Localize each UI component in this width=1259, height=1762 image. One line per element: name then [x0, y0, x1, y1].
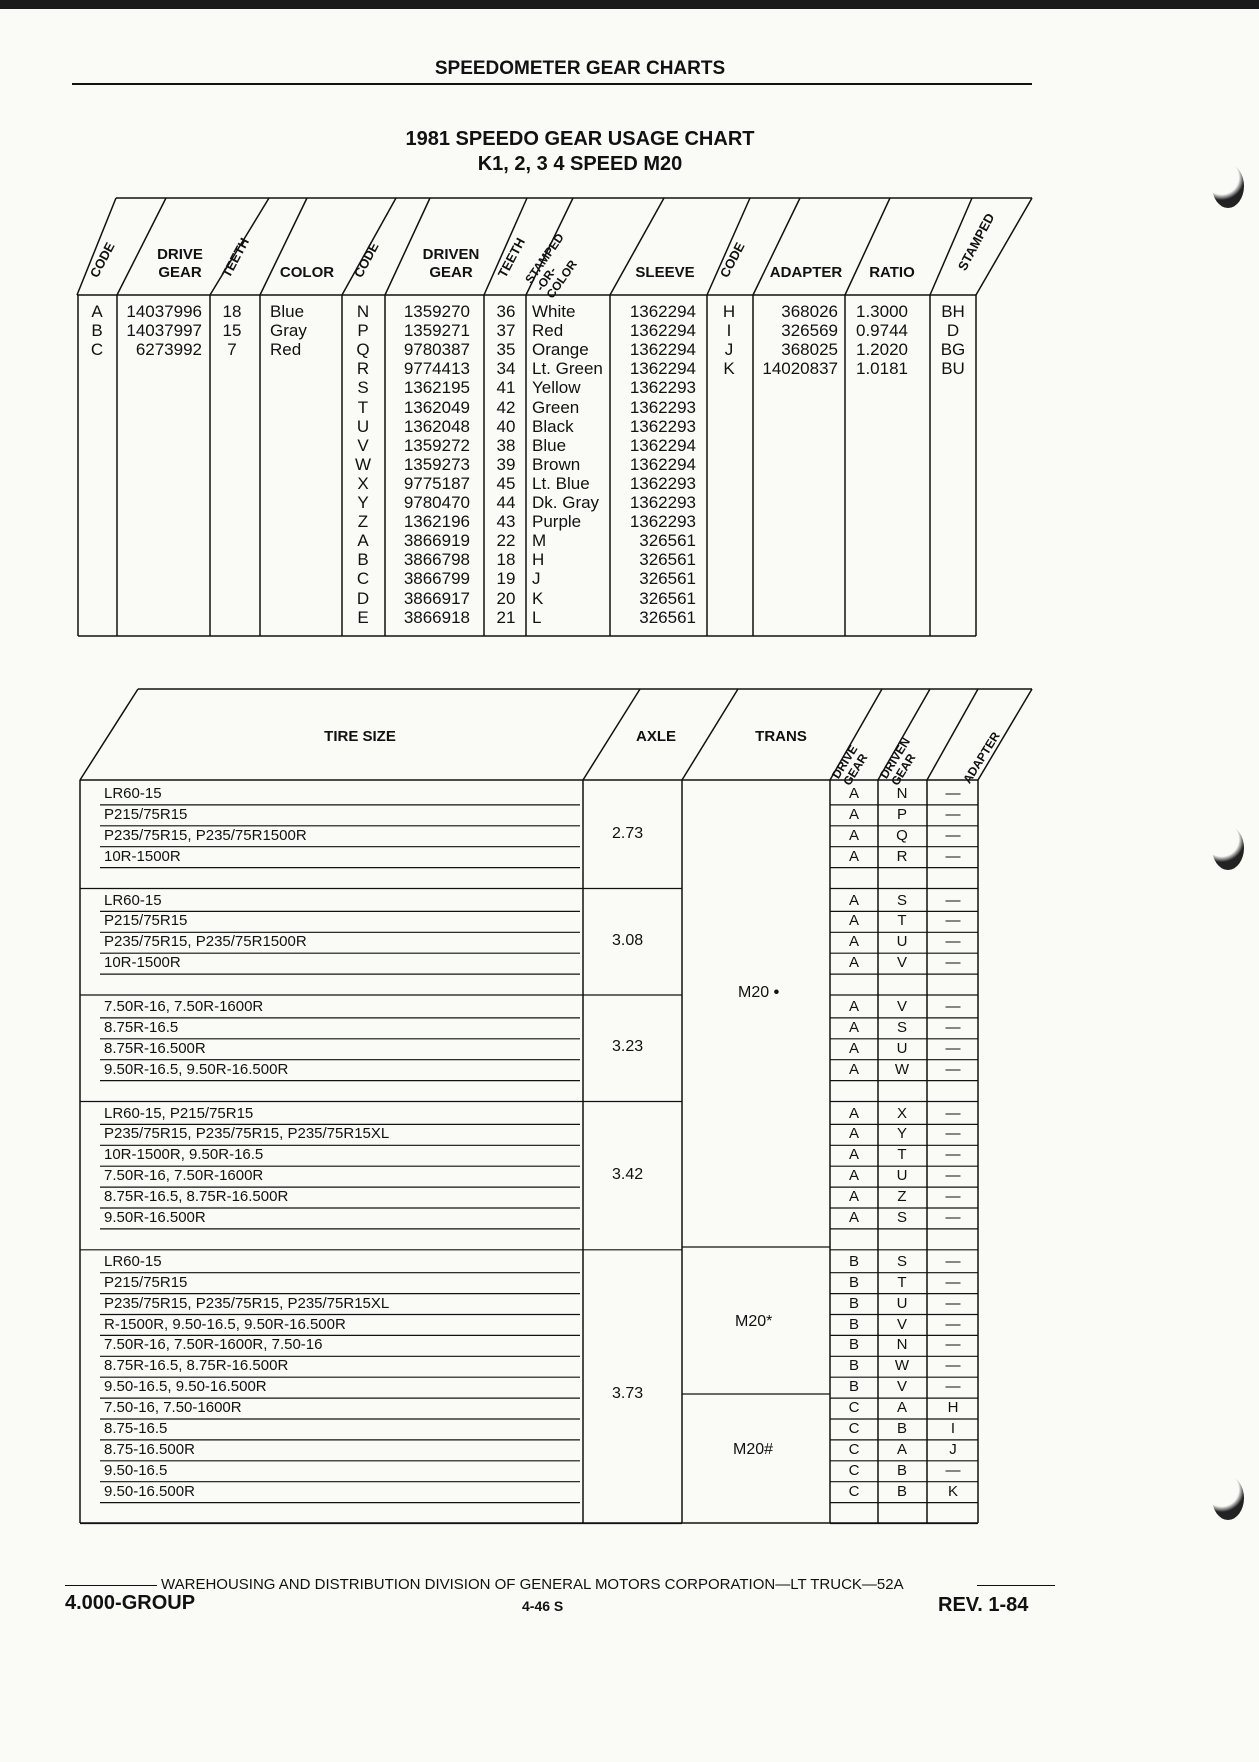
driven-gear-code: B [896, 1461, 907, 1479]
sleeve-part-number: 326561 [639, 531, 696, 551]
driven-gear-code: U [896, 933, 908, 951]
drive-part-number: 14037997 [126, 321, 202, 341]
driven-gear-code: T [897, 1273, 907, 1291]
adapter-code: K [947, 1482, 958, 1500]
driven-part-number: 9775187 [403, 473, 470, 493]
driven-code: V [357, 435, 369, 455]
sleeve-part-number: 1362293 [629, 397, 696, 417]
driven-gear-code: V [896, 1378, 907, 1396]
drive-gear-code: A [848, 1039, 859, 1057]
adapter-ratio: 1.2020 [856, 340, 908, 360]
adapter-code: — [945, 1357, 961, 1375]
drive-gear-code: C [848, 1461, 860, 1479]
driven-color: White [532, 302, 576, 321]
driven-code: W [354, 454, 372, 474]
axle-ratio: 3.73 [612, 1385, 644, 1402]
trans-m20-hash: M20# [733, 1441, 774, 1458]
adapter-code: — [945, 1188, 961, 1206]
drive-teeth: 15 [222, 321, 242, 341]
t2-header-adapter: ADAPTER [960, 729, 1003, 786]
driven-color: Dk. Gray [532, 493, 600, 512]
driven-part-number: 1362195 [403, 378, 470, 398]
drive-gear-code: A [848, 912, 859, 930]
adapter-code: — [945, 1294, 961, 1312]
driven-teeth: 42 [496, 397, 516, 417]
driven-part-number: 9780470 [403, 493, 470, 512]
driven-teeth: 18 [496, 550, 516, 570]
driven-teeth: 43 [496, 512, 516, 532]
adapter-ratio: 1.3000 [856, 302, 908, 321]
tire-size: LR60-15 [104, 785, 162, 802]
drive-gear-code: C [848, 1399, 860, 1417]
drive-gear-code: A [848, 847, 859, 865]
drive-gear-code: A [848, 954, 859, 972]
tire-size: 7.50-16, 7.50-1600R [104, 1399, 242, 1417]
adapter-code: J [949, 1440, 957, 1458]
driven-color: Purple [532, 512, 582, 532]
page-title: SPEEDOMETER GEAR CHARTS [434, 58, 726, 79]
t1-header-stamped: STAMPED [954, 210, 998, 273]
adapter-code: — [945, 1336, 961, 1354]
tire-size: P235/75R15, P235/75R15, P235/75R15XL [104, 1294, 390, 1312]
driven-gear-code: T [897, 1146, 907, 1164]
adapter-code: — [945, 1252, 961, 1270]
drive-gear-code: A [848, 805, 859, 823]
driven-code: A [357, 531, 369, 551]
driven-gear-code: N [896, 1336, 908, 1354]
adapter-stamped: D [946, 321, 960, 341]
driven-gear-code: V [896, 1315, 907, 1333]
driven-gear-code: B [896, 1420, 907, 1437]
adapter-code: I [950, 1420, 956, 1437]
drive-color: Blue [270, 302, 305, 321]
adapter-code: — [945, 1018, 961, 1036]
adapter-code: — [945, 1060, 961, 1078]
driven-code: Z [357, 512, 369, 532]
adapter-code: — [945, 1146, 961, 1164]
driven-color: Red [532, 321, 564, 341]
driven-teeth: 34 [496, 359, 516, 379]
drive-gear-code: A [848, 998, 859, 1015]
driven-color: L [532, 607, 542, 627]
tire-size: LR60-15 [104, 891, 162, 909]
adapter-code: — [945, 933, 961, 951]
drive-gear-code: A [848, 1060, 859, 1078]
drive-gear-code: B [848, 1336, 859, 1354]
drive-gear-code: A [848, 1104, 859, 1122]
driven-teeth: 45 [496, 473, 516, 493]
driven-part-number: 3866918 [403, 607, 470, 627]
driven-code: S [357, 378, 369, 398]
binder-hole-mark [1212, 164, 1244, 208]
driven-gear-code: U [896, 1167, 908, 1185]
driven-color: J [532, 569, 541, 589]
driven-teeth: 40 [496, 416, 516, 436]
driven-color: M [532, 531, 547, 551]
driven-part-number: 9774413 [403, 359, 470, 379]
tire-size: 8.75-16.5 [104, 1420, 168, 1437]
driven-gear-code: N [896, 785, 908, 802]
drive-teeth: 18 [222, 302, 242, 321]
axle-ratio: 3.08 [612, 931, 644, 949]
driven-teeth: 20 [496, 588, 516, 608]
sleeve-part-number: 1362294 [629, 321, 696, 341]
drive-teeth: 7 [227, 340, 237, 360]
drive-color: Red [270, 340, 302, 360]
driven-part-number: 1359270 [403, 302, 470, 321]
driven-code: R [356, 359, 370, 379]
driven-code: X [357, 473, 369, 493]
driven-teeth: 21 [496, 607, 516, 627]
driven-color: Yellow [532, 378, 581, 398]
drive-gear-code: C [848, 1482, 860, 1500]
driven-gear-code: U [896, 1039, 908, 1057]
drive-part-number: 6273992 [135, 340, 202, 360]
driven-gear-code: P [896, 805, 907, 823]
tire-size: 10R-1500R [104, 847, 181, 865]
driven-part-number: 1359271 [403, 321, 470, 341]
tire-size: 9.50-16.5, 9.50-16.500R [104, 1378, 267, 1396]
adapter-stamped: BH [941, 302, 965, 321]
axle-ratio: 3.42 [612, 1165, 644, 1183]
tire-size: 9.50R-16.500R [104, 1209, 206, 1226]
driven-color: Brown [532, 454, 581, 474]
driven-color: Lt. Green [532, 359, 603, 379]
drive-gear-code: B [848, 1378, 859, 1396]
adapter-code: I [726, 321, 732, 341]
drive-gear-code: A [848, 785, 859, 802]
drive-gear-code: A [848, 826, 859, 844]
driven-gear-code: S [896, 1018, 907, 1036]
adapter-code: H [947, 1399, 959, 1417]
adapter-stamped: BG [940, 340, 966, 360]
sleeve-part-number: 1362293 [629, 512, 696, 532]
adapter-code: — [945, 1125, 961, 1143]
sleeve-part-number: 1362293 [629, 473, 696, 493]
t1-header-color: COLOR [279, 264, 335, 281]
tire-size: 10R-1500R, 9.50R-16.5 [104, 1146, 264, 1164]
adapter-code: — [945, 826, 961, 844]
drive-gear-code: A [848, 1209, 859, 1226]
drive-gear-code: B [848, 1252, 859, 1270]
driven-teeth: 22 [496, 531, 516, 551]
driven-code: P [357, 321, 369, 341]
adapter-code: — [945, 1104, 961, 1122]
adapter-code: — [945, 912, 961, 930]
sleeve-part-number: 1362294 [629, 359, 696, 379]
driven-gear-code: X [896, 1104, 907, 1122]
tire-size: P215/75R15 [104, 912, 188, 930]
driven-color: Green [532, 397, 580, 417]
t2-header-tire-size: TIRE SIZE [324, 728, 396, 745]
adapter-part-number: 14020837 [762, 359, 838, 379]
tire-size: P215/75R15 [104, 1273, 188, 1291]
t1-header-driven-gear: DRIVEN GEAR [422, 246, 480, 281]
sleeve-part-number: 1362293 [629, 493, 696, 512]
drive-gear-code: B [848, 1294, 859, 1312]
sleeve-part-number: 1362293 [629, 378, 696, 398]
driven-part-number: 3866799 [403, 569, 470, 589]
driven-gear-code: Y [896, 1125, 907, 1143]
driven-code: N [356, 302, 370, 321]
t2-header-axle: AXLE [635, 728, 676, 745]
axle-ratio: 3.23 [612, 1038, 644, 1056]
adapter-code: — [945, 1315, 961, 1333]
driven-color: Blue [532, 435, 567, 455]
driven-part-number: 3866919 [403, 531, 470, 551]
drive-gear-code: B [848, 1357, 859, 1375]
footer-page-number: 4-46 S [522, 1598, 564, 1614]
driven-code: E [357, 607, 369, 627]
t1-header-drive-gear: DRIVE GEAR [157, 246, 203, 281]
driven-gear-code: S [896, 1252, 907, 1270]
trans-m20-star: M20* [735, 1313, 773, 1330]
footer-group: 4.000-GROUP [65, 1592, 196, 1614]
drive-gear-code: A [848, 1167, 859, 1185]
driven-part-number: 1359272 [403, 435, 470, 455]
tire-size: P235/75R15, P235/75R1500R [104, 826, 307, 844]
drive-gear-code: A [848, 891, 859, 909]
sleeve-part-number: 1362293 [629, 416, 696, 436]
tire-size: 9.50-16.5 [104, 1461, 168, 1479]
driven-code: B [357, 550, 369, 570]
tire-size: LR60-15 [104, 1252, 162, 1270]
adapter-code: — [945, 1167, 961, 1185]
tire-size: P215/75R15 [104, 805, 188, 823]
t1-header-code3: CODE [716, 239, 748, 280]
drive-color: Gray [270, 321, 307, 341]
t1-header-ratio: RATIO [869, 264, 915, 281]
t1-header-adapter: ADAPTER [769, 264, 843, 281]
driven-teeth: 41 [496, 378, 516, 398]
tire-size: R-1500R, 9.50-16.5, 9.50R-16.500R [104, 1315, 346, 1333]
driven-gear-code: T [897, 912, 907, 930]
driven-gear-code: S [896, 1209, 907, 1226]
sleeve-part-number: 326561 [639, 569, 696, 589]
driven-code: D [356, 588, 370, 608]
t1-header-code2: CODE [350, 239, 382, 280]
adapter-code: — [945, 954, 961, 972]
tire-size: 9.50-16.500R [104, 1482, 195, 1500]
driven-gear-code: S [896, 891, 907, 909]
chart-title-line1: 1981 SPEEDO GEAR USAGE CHART [405, 128, 755, 150]
tire-size: 8.75R-16.5, 8.75R-16.500R [104, 1188, 289, 1206]
driven-teeth: 19 [496, 569, 516, 589]
driven-part-number: 9780387 [403, 340, 470, 360]
driven-part-number: 1362048 [403, 416, 470, 436]
driven-code: Q [356, 340, 370, 360]
tire-size: P235/75R15, P235/75R1500R [104, 933, 307, 951]
driven-gear-code: W [894, 1060, 910, 1078]
driven-part-number: 3866917 [403, 588, 470, 608]
driven-code: Y [357, 493, 369, 512]
adapter-code: J [724, 340, 734, 360]
driven-color: K [532, 588, 544, 608]
footer-rule-line [65, 1576, 1055, 1594]
adapter-code: — [945, 1273, 961, 1291]
sleeve-part-number: 326561 [639, 607, 696, 627]
drive-gear-code: B [848, 1273, 859, 1291]
adapter-code: H [722, 302, 736, 321]
adapter-code: — [945, 1039, 961, 1057]
tire-size: 8.75R-16.5, 8.75R-16.500R [104, 1357, 289, 1375]
adapter-code: K [723, 359, 735, 379]
trans-m20-dot: M20 • [738, 984, 780, 1001]
tire-size: 8.75R-16.500R [104, 1039, 206, 1057]
adapter-part-number: 368026 [781, 302, 838, 321]
driven-teeth: 37 [496, 321, 516, 341]
adapter-code: — [945, 785, 961, 802]
drive-code: A [91, 302, 103, 321]
driven-part-number: 1362196 [403, 512, 470, 532]
driven-code: U [356, 416, 370, 436]
driven-color: H [532, 550, 545, 570]
drive-gear-code: C [848, 1420, 860, 1437]
tire-size: 9.50R-16.5, 9.50R-16.500R [104, 1060, 289, 1078]
driven-part-number: 1362049 [403, 397, 470, 417]
adapter-code: — [945, 847, 961, 865]
drive-gear-code: B [848, 1315, 859, 1333]
driven-gear-code: Q [896, 826, 908, 844]
driven-part-number: 1359273 [403, 454, 470, 474]
driven-gear-code: A [896, 1440, 907, 1458]
driven-gear-code: B [896, 1482, 907, 1500]
driven-color: Orange [532, 340, 589, 360]
driven-gear-code: V [896, 954, 907, 972]
axle-ratio: 2.73 [612, 825, 644, 843]
drive-code: C [90, 340, 104, 360]
drive-gear-code: A [848, 1188, 859, 1206]
adapter-code: — [945, 805, 961, 823]
driven-teeth: 36 [496, 302, 516, 321]
adapter-code: — [945, 891, 961, 909]
sleeve-part-number: 1362294 [629, 435, 696, 455]
drive-code: B [91, 321, 103, 341]
driven-gear-code: W [894, 1357, 910, 1375]
tire-size: 10R-1500R [104, 954, 181, 972]
driven-teeth: 35 [496, 340, 516, 360]
t2-header-drive-gear: DRIVE GEAR [829, 742, 871, 788]
driven-teeth: 38 [496, 435, 516, 455]
drive-gear-code: A [848, 1125, 859, 1143]
tire-size: 7.50R-16, 7.50R-1600R [104, 1167, 264, 1185]
tire-size: 7.50R-16, 7.50R-1600R, 7.50-16 [104, 1336, 323, 1354]
chart-title-line2: K1, 2, 3 4 SPEED M20 [477, 153, 683, 175]
sleeve-part-number: 326561 [639, 550, 696, 570]
driven-code: T [357, 397, 369, 417]
adapter-code: — [945, 998, 961, 1015]
driven-teeth: 39 [496, 454, 516, 474]
binder-hole-mark [1212, 826, 1244, 870]
driven-gear-code: V [896, 998, 907, 1015]
driven-gear-code: U [896, 1294, 908, 1312]
driven-code: C [356, 569, 370, 589]
sleeve-part-number: 1362294 [629, 302, 696, 321]
sleeve-part-number: 1362294 [629, 454, 696, 474]
tire-size: LR60-15, P215/75R15 [104, 1104, 254, 1122]
drive-gear-code: A [848, 1018, 859, 1036]
tire-size: 7.50R-16, 7.50R-1600R [104, 998, 264, 1015]
drive-gear-code: C [848, 1440, 860, 1458]
adapter-part-number: 326569 [781, 321, 838, 341]
adapter-ratio: 1.0181 [856, 359, 908, 379]
driven-color: Lt. Blue [532, 473, 590, 493]
adapter-stamped: BU [941, 359, 965, 379]
t1-header-code: CODE [86, 239, 118, 280]
tire-size: 8.75R-16.5 [104, 1018, 179, 1036]
tire-size: 8.75-16.500R [104, 1440, 195, 1458]
driven-color: Black [532, 416, 574, 436]
footer-revision: REV. 1-84 [938, 1594, 1029, 1616]
adapter-part-number: 368025 [781, 340, 838, 360]
driven-teeth: 44 [496, 493, 516, 512]
adapter-code: — [945, 1209, 961, 1226]
t2-header-trans: TRANS [755, 728, 807, 745]
adapter-ratio: 0.9744 [856, 321, 908, 341]
binder-hole-mark [1212, 1476, 1244, 1520]
t2-header-driven-gear: DRIVEN GEAR [877, 735, 919, 788]
driven-gear-code: A [896, 1399, 907, 1417]
t1-header-stamped-or-color: STAMPED -OR- COLOR [522, 230, 580, 301]
drive-gear-code: A [848, 1146, 859, 1164]
drive-part-number: 14037996 [126, 302, 202, 321]
t1-header-teeth: TEETH [218, 235, 253, 280]
sleeve-part-number: 1362294 [629, 340, 696, 360]
tire-size: P235/75R15, P235/75R15, P235/75R15XL [104, 1125, 390, 1143]
drive-gear-code: A [848, 933, 859, 951]
t1-header-teeth2: TEETH [494, 235, 529, 280]
driven-part-number: 3866798 [403, 550, 470, 570]
adapter-code: — [945, 1461, 961, 1479]
footer-text: WAREHOUSING AND DISTRIBUTION DIVISION OF GENERAL MOTORS CORPORATION—LT TRUCK—52A [161, 1576, 904, 1593]
sleeve-part-number: 326561 [639, 588, 696, 608]
adapter-code: — [945, 1378, 961, 1396]
t1-header-sleeve: SLEEVE [635, 264, 695, 281]
driven-gear-code: Z [897, 1188, 907, 1206]
driven-gear-code: R [896, 847, 908, 865]
